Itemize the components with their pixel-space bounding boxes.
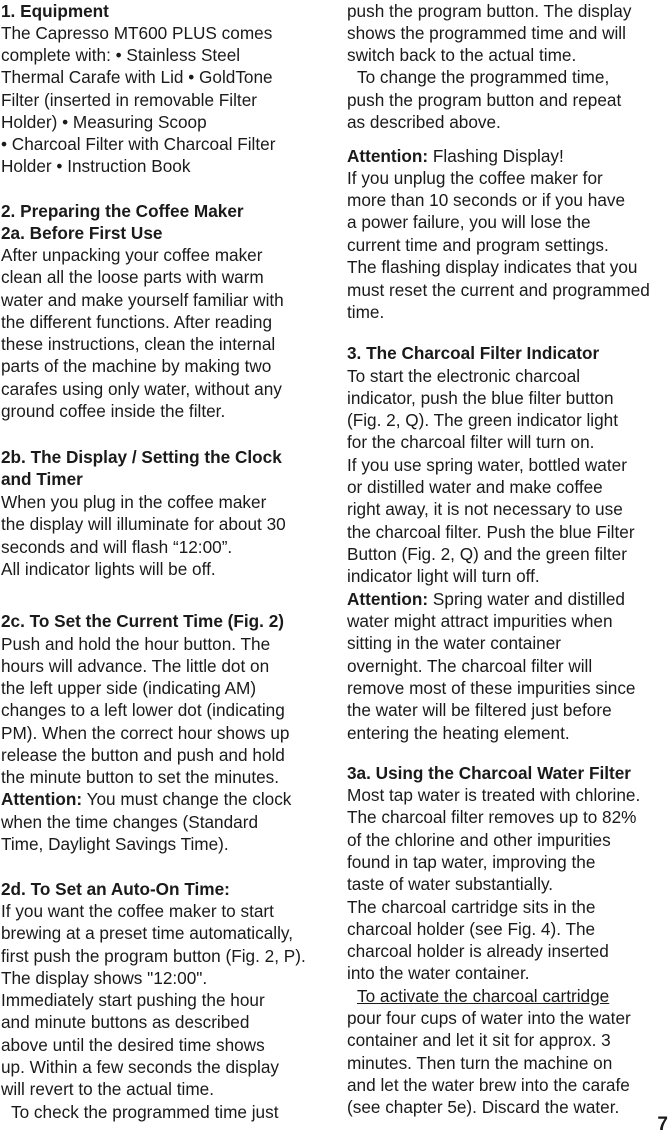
text-line [347, 256, 637, 278]
line-text: found in tap water, improving the [347, 852, 596, 872]
line-text: sitting in the water container [347, 633, 562, 653]
text-line [1, 699, 285, 721]
text-line [1, 266, 264, 288]
line-text: Flashing Display! [432, 146, 564, 166]
line-text: for the charcoal filter will turn on. [347, 432, 595, 452]
text-line [347, 722, 570, 744]
text-line [347, 22, 626, 44]
line-text: the water will be filtered just before [347, 700, 612, 720]
line-text: When you plug in the coffee maker [1, 492, 267, 512]
text-line [1, 1034, 265, 1056]
line-text: up. Within a few seconds the display [1, 1057, 280, 1077]
text-line [347, 1029, 611, 1051]
line-text: 2a. Before First Use [1, 223, 163, 243]
line-text: Push and hold the hour button. The [1, 634, 271, 654]
line-text: indicator light will turn off. [347, 566, 540, 586]
line-text: more than 10 seconds or if you have [347, 190, 626, 210]
text-line [347, 211, 591, 233]
text-line [1, 400, 225, 422]
text-line [1, 900, 274, 922]
section-heading [347, 342, 599, 364]
line-text: Holder) • Measuring Scoop [1, 112, 207, 132]
line-text: The charcoal cartridge sits in the [347, 897, 596, 917]
text-line [347, 409, 618, 431]
line-text: the different functions. After reading [1, 312, 273, 332]
line-text: Holder • Instruction Book [1, 156, 191, 176]
line-text: To check the programmed time just [11, 1102, 279, 1122]
section-heading [1, 222, 162, 244]
line-text: The display shows "12:00". [1, 968, 208, 988]
line-text: taste of water substantially. [347, 874, 554, 894]
text-line [347, 873, 553, 895]
line-text: All indicator lights will be off. [1, 559, 216, 579]
text-line [347, 189, 625, 211]
text-line [347, 1074, 630, 1096]
line-text: a power failure, you will lose the [347, 212, 591, 232]
line-text: charcoal holder (see Fig. 4). The [347, 919, 596, 939]
line-text: The flashing display indicates that you [347, 257, 638, 277]
line-text: (Fig. 2, Q). The green indicator light [347, 410, 618, 430]
section-heading [1, 0, 109, 22]
text-line [1, 89, 257, 111]
line-text: Most tap water is treated with chlorine. [347, 785, 641, 805]
line-text: entering the heating element. [347, 723, 570, 743]
line-text: charcoal holder is already inserted [347, 941, 609, 961]
section-heading [1, 468, 83, 490]
text-line [1, 513, 286, 535]
text-line [347, 699, 612, 721]
text-line [1, 355, 271, 377]
line-text: 2d. To Set an Auto-On Time: [1, 879, 230, 899]
text-line [347, 1052, 612, 1074]
line-text: Immediately start pushing the hour [1, 990, 265, 1010]
text-line [1, 111, 207, 133]
text-line [347, 234, 609, 256]
line-text: shows the programmed time and will [347, 23, 626, 43]
text-line [1, 766, 279, 788]
line-text: water might attract impurities when [347, 611, 613, 631]
text-line [1, 1101, 278, 1123]
line-text: first push the program button (Fig. 2, P). [1, 946, 306, 966]
text-line [347, 145, 564, 167]
text-line [347, 896, 595, 918]
text-line [1, 155, 190, 177]
text-line [347, 279, 650, 301]
line-text: complete with: • Stainless Steel [1, 45, 241, 65]
line-text: 1. Equipment [1, 1, 109, 21]
line-text: 3a. Using the Charcoal Water Filter [347, 763, 631, 783]
line-text: To activate the charcoal cartridge [357, 986, 610, 1006]
text-line [347, 632, 561, 654]
line-text: Filter (inserted in removable Filter [1, 90, 257, 110]
line-text: into the water container. [347, 963, 530, 983]
line-text: above until the desired time shows [1, 1035, 265, 1055]
line-text: To change the programmed time, [357, 67, 610, 87]
text-line [347, 918, 595, 940]
text-line [347, 476, 603, 498]
line-text: To start the electronic charcoal [347, 366, 581, 386]
attention-label: Attention: [1, 789, 83, 809]
line-text: If you use spring water, bottled water [347, 455, 627, 475]
attention-label: Attention: [347, 146, 429, 166]
text-line [1, 677, 256, 699]
line-text: hours will advance. The little dot on [1, 656, 270, 676]
text-line [347, 44, 576, 66]
line-text: remove most of these impurities since [347, 678, 636, 698]
line-text: 2c. To Set the Current Time (Fig. 2) [1, 611, 284, 631]
line-text: changes to a left lower dot (indicating [1, 700, 285, 720]
line-text: or distilled water and make coffee [347, 477, 603, 497]
text-line [347, 565, 540, 587]
section-heading [347, 762, 631, 784]
line-text: ground coffee inside the filter. [1, 401, 226, 421]
line-text: If you want the coffee maker to start [1, 901, 274, 921]
text-line [1, 378, 282, 400]
text-line [1, 1078, 214, 1100]
line-text: as described above. [347, 112, 501, 132]
text-line [347, 365, 580, 387]
text-line [347, 677, 635, 699]
section-heading [1, 446, 282, 468]
text-line [347, 829, 611, 851]
line-text: indicator, push the blue filter button [347, 388, 614, 408]
text-line [1, 244, 262, 266]
line-text: of the chlorine and other impurities [347, 830, 611, 850]
text-line [1, 967, 207, 989]
line-text: (see chapter 5e). Discard the water. [347, 1097, 620, 1117]
line-text: 3. The Charcoal Filter Indicator [347, 343, 600, 363]
line-text: seconds and will flash “12:00”. [1, 537, 233, 557]
line-text: overnight. The charcoal filter will [347, 656, 593, 676]
line-text: push the program button. The display [347, 1, 632, 21]
text-line [347, 784, 640, 806]
section-heading [1, 610, 284, 632]
text-line [1, 66, 273, 88]
text-line [347, 610, 613, 632]
line-text: parts of the machine by making two [1, 356, 272, 376]
text-line [347, 66, 609, 88]
text-line [347, 543, 627, 565]
line-text: 2b. The Display / Setting the Clock [1, 447, 282, 467]
line-text: If you unplug the coffee maker for [347, 168, 603, 188]
line-text: release the button and push and hold [1, 745, 285, 765]
text-line [347, 454, 627, 476]
line-text: container and let it sit for approx. 3 [347, 1030, 611, 1050]
text-line [347, 1096, 619, 1118]
text-line [1, 491, 266, 513]
line-text: clean all the loose parts with warm [1, 267, 264, 287]
line-text: minutes. Then turn the machine on [347, 1053, 613, 1073]
text-line [347, 588, 625, 610]
text-line [347, 851, 595, 873]
text-line [347, 962, 530, 984]
line-text: The charcoal filter removes up to 82% [347, 807, 637, 827]
line-text: and minute buttons as described [1, 1012, 250, 1032]
text-line [347, 806, 636, 828]
line-text: water and make yourself familiar with [1, 290, 284, 310]
text-line [347, 301, 384, 323]
line-text: PM). When the correct hour shows up [1, 723, 290, 743]
line-text: current time and program settings. [347, 235, 609, 255]
line-text: the charcoal filter. Push the blue Filter [347, 522, 635, 542]
text-line [347, 940, 609, 962]
line-text: and let the water brew into the carafe [347, 1075, 630, 1095]
text-line [347, 111, 501, 133]
text-line [1, 922, 293, 944]
attention-label: Attention: [347, 589, 429, 609]
line-text: right away, it is not necessary to use [347, 499, 623, 519]
line-text: will revert to the actual time. [1, 1079, 215, 1099]
line-text: switch back to the actual time. [347, 45, 577, 65]
underlined-text-line [347, 985, 609, 1007]
text-line [1, 22, 272, 44]
text-line [1, 44, 240, 66]
text-line [347, 498, 623, 520]
text-line [1, 133, 275, 155]
line-text: You must change the clock [86, 789, 292, 809]
line-text: 2. Preparing the Coffee Maker [1, 201, 244, 221]
line-text: carafes using only water, without any [1, 379, 282, 399]
line-text: The Capresso MT600 PLUS comes [1, 23, 273, 43]
text-line [1, 655, 269, 677]
text-line [347, 89, 621, 111]
text-line [1, 558, 216, 580]
line-text: After unpacking your coffee maker [1, 245, 263, 265]
text-line [1, 811, 258, 833]
text-line [347, 521, 635, 543]
line-text: brewing at a preset time automatically, [1, 923, 294, 943]
text-line [1, 1011, 249, 1033]
text-line [347, 1007, 631, 1029]
text-line [1, 333, 275, 355]
text-line [347, 655, 592, 677]
line-text: Button (Fig. 2, Q) and the green filter [347, 544, 627, 564]
text-line [347, 431, 594, 453]
line-text: time. [347, 302, 385, 322]
text-line [1, 289, 284, 311]
line-text: must reset the current and programmed [347, 280, 650, 300]
line-text: the left upper side (indicating AM) [1, 678, 257, 698]
text-line [347, 387, 614, 409]
text-line [1, 989, 265, 1011]
text-line [1, 311, 272, 333]
text-line [347, 167, 603, 189]
line-text: push the program button and repeat [347, 90, 622, 110]
text-line [1, 633, 270, 655]
line-text: these instructions, clean the internal [1, 334, 276, 354]
text-line [347, 0, 631, 22]
line-text: pour four cups of water into the water [347, 1008, 631, 1028]
text-line [1, 536, 232, 558]
line-text: Time, Daylight Savings Time). [1, 834, 229, 854]
line-text: the display will illuminate for about 30 [1, 514, 286, 534]
line-text: Spring water and distilled [432, 589, 625, 609]
line-text: and Timer [1, 469, 83, 489]
text-line [1, 945, 306, 967]
line-text: the minute button to set the minutes. [1, 767, 280, 787]
text-line [1, 833, 229, 855]
section-heading [1, 200, 244, 222]
line-text: Thermal Carafe with Lid • GoldTone [1, 67, 273, 87]
text-line [1, 722, 290, 744]
text-line [1, 744, 285, 766]
text-line [1, 1056, 279, 1078]
line-text: when the time changes (Standard [1, 812, 259, 832]
line-text: • Charcoal Filter with Charcoal Filter [1, 134, 276, 154]
section-heading [1, 878, 230, 900]
text-line [1, 788, 291, 810]
page-number: 7 [657, 1114, 668, 1135]
